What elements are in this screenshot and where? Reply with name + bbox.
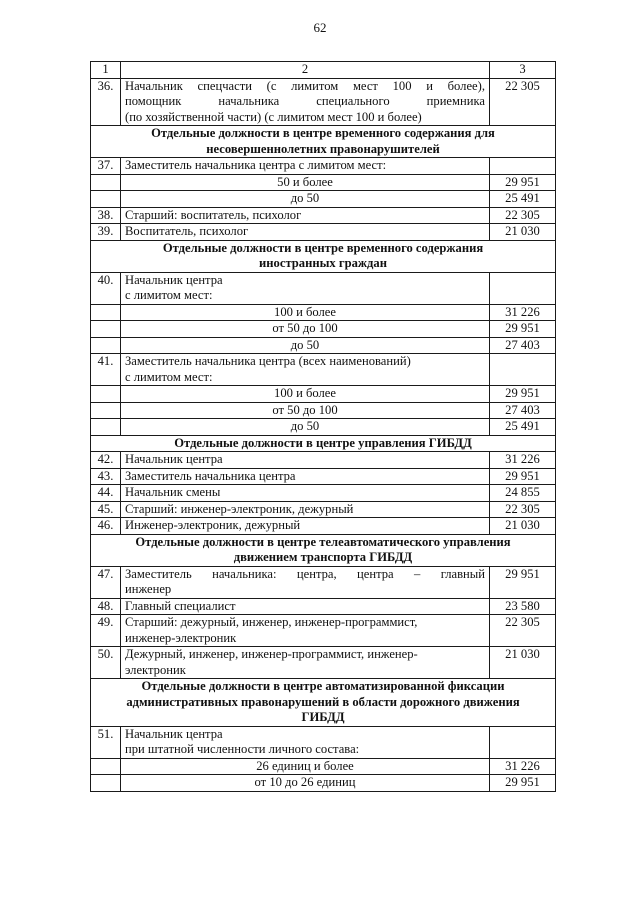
position-title xyxy=(121,501,490,518)
cell-line: Отдельные должности в центре временного содержания xyxy=(162,240,484,255)
salary-value: 22 305 xyxy=(490,207,556,224)
salary-value: 24 855 xyxy=(490,485,556,502)
cell-line: от 50 до 100 xyxy=(272,321,338,335)
position-title xyxy=(121,224,490,241)
position-title xyxy=(121,78,490,126)
salary-value: 27 403 xyxy=(490,337,556,354)
position-title xyxy=(121,354,490,386)
table-row xyxy=(91,647,556,679)
salary-value: 29 951 xyxy=(490,468,556,485)
salary-value: 23 580 xyxy=(490,598,556,615)
cell-line: с лимитом мест: xyxy=(125,288,213,302)
cell-line: Заместитель начальника центра (всех наименований) xyxy=(125,354,411,368)
cell-line: Отдельные должности в центре автоматизированной фиксации xyxy=(141,679,505,693)
salary-value xyxy=(490,158,556,175)
cell-line: Начальник центра xyxy=(125,272,223,287)
section-heading xyxy=(91,534,556,566)
row-number: 39. xyxy=(91,224,121,241)
position-title xyxy=(121,598,490,615)
row-number xyxy=(91,174,121,191)
position-title xyxy=(121,337,490,354)
salary-value: 22 305 xyxy=(490,615,556,647)
table-row xyxy=(91,485,556,502)
row-number: 43. xyxy=(91,468,121,485)
row-number: 42. xyxy=(91,452,121,469)
table-subrow xyxy=(91,304,556,321)
row-number xyxy=(91,402,121,419)
table-row xyxy=(91,207,556,224)
table-subrow xyxy=(91,402,556,419)
cell-line: электроник xyxy=(125,662,186,677)
cell-line: Инженер-электроник, дежурный xyxy=(125,518,301,532)
salary-value: 31 226 xyxy=(490,452,556,469)
position-title xyxy=(121,485,490,502)
cell-line: административных правонарушений в области дорожного движения xyxy=(126,694,520,709)
cell-line: Воспитатель, психолог xyxy=(125,224,249,238)
table-row xyxy=(91,598,556,615)
position-title xyxy=(121,758,490,775)
cell-line: инженер xyxy=(125,582,172,596)
table-subrow xyxy=(91,386,556,403)
position-title xyxy=(121,402,490,419)
position-title xyxy=(121,321,490,338)
cell-line: движением транспорта ГИБДД xyxy=(233,550,413,564)
section-heading-row xyxy=(91,534,556,566)
position-title xyxy=(121,452,490,469)
table-subrow xyxy=(91,775,556,792)
row-number: 36. xyxy=(91,78,121,126)
table-row xyxy=(91,566,556,598)
row-number xyxy=(91,304,121,321)
table-header-row xyxy=(91,62,556,79)
row-number: 51. xyxy=(91,726,121,758)
cell-line: Старший: воспитатель, психолог xyxy=(125,207,302,222)
salary-value xyxy=(490,354,556,386)
position-title xyxy=(121,468,490,485)
row-number xyxy=(91,321,121,338)
table-row xyxy=(91,468,556,485)
salary-value: 29 951 xyxy=(490,386,556,403)
position-title xyxy=(121,191,490,208)
table-row xyxy=(91,78,556,126)
row-number xyxy=(91,191,121,208)
table-row xyxy=(91,726,556,758)
table-row xyxy=(91,224,556,241)
salary-table xyxy=(90,61,556,792)
cell-line: Заместитель начальника центра xyxy=(125,468,296,483)
cell-line: до 50 xyxy=(290,419,320,433)
cell-line: Начальник смены xyxy=(125,485,221,499)
row-number xyxy=(91,337,121,354)
row-number: 50. xyxy=(91,647,121,679)
position-title xyxy=(121,518,490,535)
row-number: 46. xyxy=(91,518,121,535)
cell-line: ГИБДД xyxy=(301,710,345,724)
cell-line: инженер-электроник xyxy=(125,630,237,645)
cell-line: при штатной численности личного состава: xyxy=(125,742,360,756)
cell-line: (по хозяйственной части) (с лимитом мест 100 и более) xyxy=(125,109,422,124)
table-row xyxy=(91,272,556,304)
salary-value: 21 030 xyxy=(490,647,556,679)
row-number xyxy=(91,758,121,775)
cell-line: Старший: дежурный, инженер, инженер-программист, xyxy=(125,615,418,629)
cell-line: помощник начальника специального приемника xyxy=(125,94,485,108)
cell-line: до 50 xyxy=(290,191,320,205)
cell-line: Главный специалист xyxy=(125,598,236,613)
table-subrow xyxy=(91,419,556,436)
position-title xyxy=(121,272,490,304)
salary-value: 29 951 xyxy=(490,321,556,338)
salary-value: 25 491 xyxy=(490,191,556,208)
table-subrow xyxy=(91,321,556,338)
position-title xyxy=(121,647,490,679)
cell-line: Начальник спецчасти (с лимитом мест 100 и более), xyxy=(125,78,485,93)
page-number: 62 xyxy=(313,20,327,35)
cell-line: 100 и более xyxy=(274,386,336,400)
salary-value: 29 951 xyxy=(490,566,556,598)
position-title xyxy=(121,386,490,403)
cell-line: до 50 xyxy=(290,337,320,352)
salary-value: 22 305 xyxy=(490,501,556,518)
position-title xyxy=(121,158,490,175)
cell-line: от 50 до 100 xyxy=(272,402,338,417)
cell-line: Заместитель начальника центра с лимитом мест: xyxy=(125,158,387,172)
cell-line: Начальник центра xyxy=(125,726,223,741)
salary-value: 29 951 xyxy=(490,775,556,792)
row-number: 48. xyxy=(91,598,121,615)
cell-line: с лимитом мест: xyxy=(125,369,213,384)
row-number xyxy=(91,775,121,792)
cell-line: Отдельные должности в центре телеавтоматического управления xyxy=(135,534,511,549)
position-title xyxy=(121,566,490,598)
position-title xyxy=(121,207,490,224)
salary-value: 31 226 xyxy=(490,304,556,321)
row-number: 44. xyxy=(91,485,121,502)
cell-line: иностранных граждан xyxy=(259,256,387,270)
row-number: 40. xyxy=(91,272,121,304)
cell-line: 100 и более xyxy=(274,304,336,319)
row-number xyxy=(91,419,121,436)
table-row xyxy=(91,615,556,647)
table-row xyxy=(91,518,556,535)
table-row xyxy=(91,452,556,469)
cell-line: Заместитель начальника: центра, центра – главный xyxy=(125,566,485,581)
position-title xyxy=(121,304,490,321)
position-title xyxy=(121,775,490,792)
section-heading xyxy=(91,126,556,158)
cell-line: Дежурный, инженер, инженер-программист, инженер- xyxy=(125,647,418,661)
table-subrow xyxy=(91,191,556,208)
salary-value: 29 951 xyxy=(490,174,556,191)
cell-line: от 10 до 26 единиц xyxy=(254,775,356,789)
table-row xyxy=(91,158,556,175)
section-heading xyxy=(91,679,556,727)
cell-line: 26 единиц и более xyxy=(256,758,354,773)
salary-value: 31 226 xyxy=(490,758,556,775)
row-number: 47. xyxy=(91,566,121,598)
salary-value xyxy=(490,726,556,758)
position-title xyxy=(121,726,490,758)
salary-value: 21 030 xyxy=(490,224,556,241)
position-title xyxy=(121,419,490,436)
salary-table-body xyxy=(91,62,556,792)
salary-value xyxy=(490,272,556,304)
row-number xyxy=(91,386,121,403)
section-heading xyxy=(91,240,556,272)
row-number: 45. xyxy=(91,501,121,518)
row-number: 49. xyxy=(91,615,121,647)
cell-line: Начальник центра xyxy=(125,452,223,466)
salary-value: 27 403 xyxy=(490,402,556,419)
salary-value: 21 030 xyxy=(490,518,556,535)
cell-line: 50 и более xyxy=(277,174,333,189)
row-number: 41. xyxy=(91,354,121,386)
header-col-2: 2 xyxy=(121,62,490,79)
section-heading xyxy=(91,435,556,452)
section-heading-row xyxy=(91,126,556,158)
section-heading-row xyxy=(91,435,556,452)
salary-value: 22 305 xyxy=(490,78,556,126)
table-row xyxy=(91,501,556,518)
row-number: 38. xyxy=(91,207,121,224)
section-heading-row xyxy=(91,679,556,727)
table-subrow xyxy=(91,174,556,191)
cell-line: несовершеннолетних правонарушителей xyxy=(206,141,440,156)
table-subrow xyxy=(91,337,556,354)
row-number: 37. xyxy=(91,158,121,175)
header-col-3: 3 xyxy=(490,62,556,79)
table-row xyxy=(91,354,556,386)
table-subrow xyxy=(91,758,556,775)
cell-line: Старший: инженер-электроник, дежурный xyxy=(125,501,354,516)
salary-value: 25 491 xyxy=(490,419,556,436)
position-title xyxy=(121,615,490,647)
cell-line: Отдельные должности в центре временного содержания для xyxy=(151,126,495,140)
header-col-1: 1 xyxy=(91,62,121,79)
section-heading-row xyxy=(91,240,556,272)
cell-line: Отдельные должности в центре управления ГИБДД xyxy=(174,435,472,450)
position-title xyxy=(121,174,490,191)
